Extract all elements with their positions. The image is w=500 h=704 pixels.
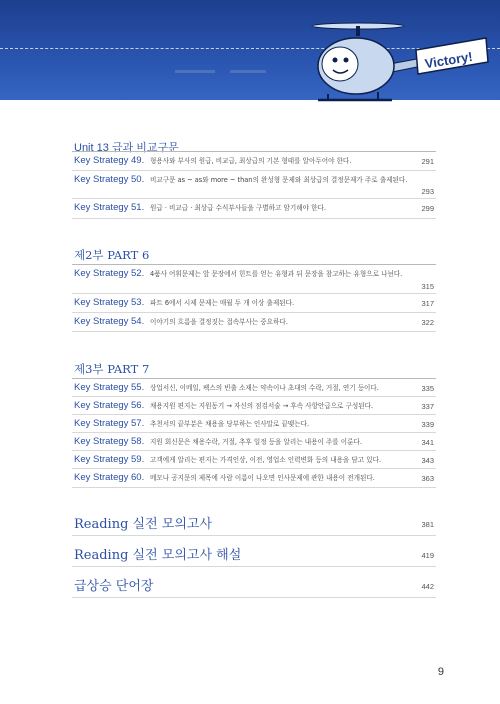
divider [72, 151, 436, 152]
ks-57-desc: 추천서의 끝부분은 채용을 당부하는 인사말로 끝맺는다. [150, 420, 310, 428]
divider [72, 293, 436, 294]
section-mock-test-answers-title: Reading 실전 모의고사 해설 [74, 548, 242, 563]
divider [72, 378, 436, 379]
divider [72, 170, 436, 171]
ks-60-page: 363 [421, 474, 434, 483]
divider [72, 535, 436, 536]
ks-52-page: 315 [421, 282, 434, 291]
ks-54-label: Key Strategy 54. [74, 316, 145, 327]
ks-55-desc: 상업서신, 이메일, 팩스의 빈출 소재는 약속이나 초대의 수락, 거절, 연기 등이다. [150, 384, 379, 392]
divider [72, 218, 436, 219]
divider [72, 432, 436, 433]
ks-54-page: 322 [421, 318, 434, 327]
ks-50-desc: 비교구문 as ~ as와 more ~ than의 완성형 문제와 최상급의 결정문제가 주로 출제된다. [150, 176, 408, 184]
ks-51-page: 299 [421, 204, 434, 213]
divider [72, 312, 436, 313]
ks-49-label: Key Strategy 49. [74, 155, 145, 166]
ks-56-desc: 채용지원 편지는 지원동기 → 자신의 점검서술 → 후속 사항안급으로 구성된다. [150, 402, 374, 410]
ks-56-label: Key Strategy 56. [74, 400, 145, 411]
divider [72, 487, 436, 488]
ks-57-page: 339 [421, 420, 434, 429]
ks-58-page: 341 [421, 438, 434, 447]
section-mock-test-answers-page: 419 [421, 551, 434, 560]
ks-58-desc: 지원 회신문은 채용수락, 거절, 추후 일정 등을 알리는 내용이 주를 이룬다. [150, 438, 362, 446]
ks-53-label: Key Strategy 53. [74, 297, 145, 308]
victory-logo-text: Victory! [423, 48, 474, 72]
divider [72, 468, 436, 469]
divider [72, 396, 436, 397]
divider [72, 566, 436, 567]
ks-59-label: Key Strategy 59. [74, 454, 145, 465]
ks-53-desc: 파트 6에서 시제 문제는 매월 두 개 이상 출제된다. [150, 299, 295, 307]
divider [72, 331, 436, 332]
ks-51-label: Key Strategy 51. [74, 202, 145, 213]
section-vocabulary-page: 442 [421, 582, 434, 591]
ks-59-desc: 고객에게 알리는 편지는 가격인상, 이전, 영업소 인력변화 등의 내용을 담고 있다. [150, 456, 382, 464]
divider [72, 198, 436, 199]
part-6-title: 제2부 PART 6 [74, 248, 150, 262]
ks-52-desc: 4품사 어휘문제는 앞 문장에서 힌트를 얻는 유형과 뒤 문장을 참고하는 유형으로 나뉜다. [150, 270, 403, 278]
ks-51-desc: 원급 · 비교급 · 최상급 수식부사들을 구별하고 암기해야 한다. [150, 204, 326, 212]
section-mock-test-title: Reading 실전 모의고사 [74, 517, 213, 532]
ks-52-label: Key Strategy 52. [74, 268, 145, 279]
section-vocabulary-title: 급상승 단어장 [74, 579, 154, 594]
divider [72, 414, 436, 415]
ks-53-page: 317 [421, 299, 434, 308]
section-mock-test-page: 381 [421, 520, 434, 529]
ks-60-desc: 메모나 공지문의 제목에 사람 이름이 나오면 인사문제에 관한 내용이 전개된다. [150, 474, 375, 482]
ks-56-page: 337 [421, 402, 434, 411]
ks-50-label: Key Strategy 50. [74, 174, 145, 185]
ks-58-label: Key Strategy 58. [74, 436, 145, 447]
ks-55-label: Key Strategy 55. [74, 382, 145, 393]
ks-49-desc: 형용사와 부사의 원급, 비교급, 최상급의 기본 형태를 알아두어야 한다. [150, 157, 352, 165]
part-7-title: 제3부 PART 7 [74, 362, 150, 376]
page-number: 9 [437, 666, 444, 678]
ks-50-page: 293 [421, 187, 434, 196]
ks-49-page: 291 [421, 157, 434, 166]
divider [72, 450, 436, 451]
ks-57-label: Key Strategy 57. [74, 418, 145, 429]
ks-55-page: 335 [421, 384, 434, 393]
ks-59-page: 343 [421, 456, 434, 465]
divider [72, 264, 436, 265]
ks-60-label: Key Strategy 60. [74, 472, 145, 483]
divider [72, 597, 436, 598]
unit-13-title: Unit 13 급과 비교구문 [74, 142, 179, 154]
ks-54-desc: 이야기의 흐름을 결정짓는 접속부사는 중요하다. [150, 318, 288, 326]
